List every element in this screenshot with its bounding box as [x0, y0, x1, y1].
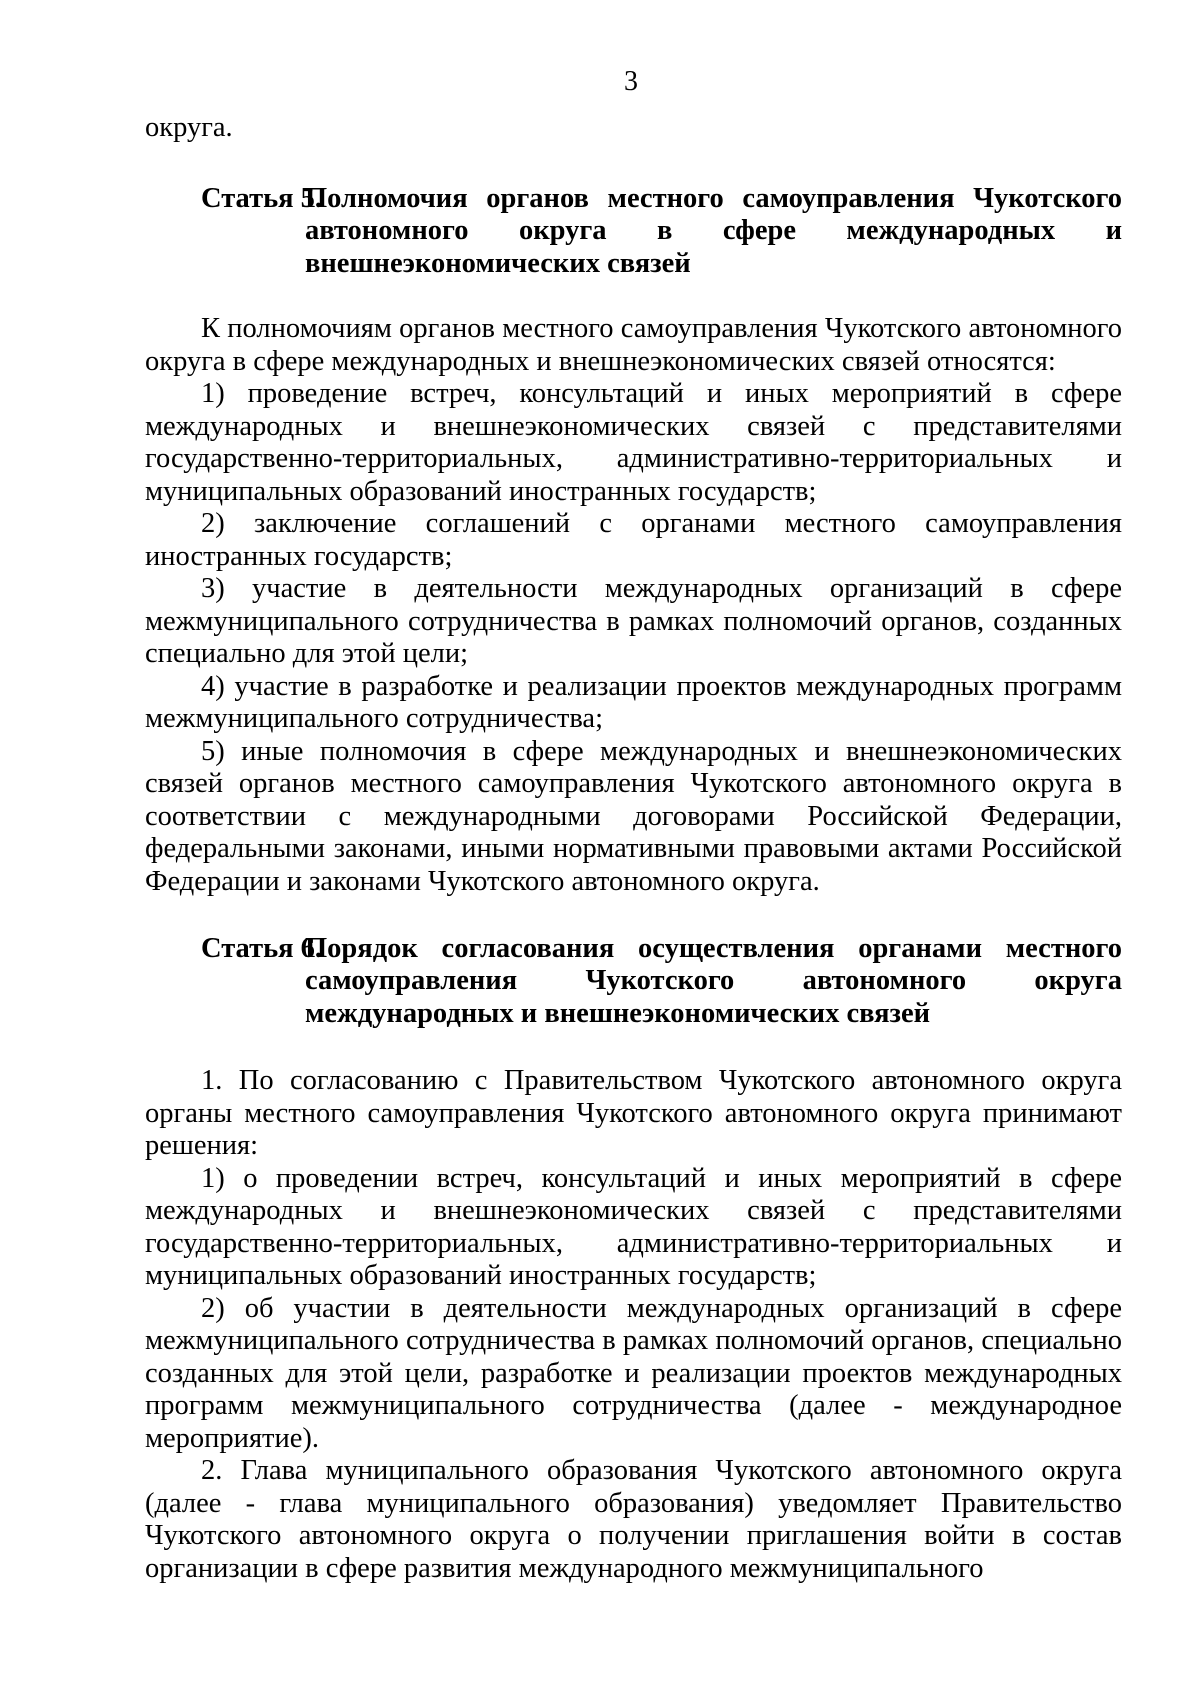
paragraph: 2. Глава муниципального образования Чукотского автономного округа (далее - глава муниципального образования) уведомляет Правительство Чукотского автономного округа о получении приглашения войти в состав организации в сфере развития международного межмуниципального	[145, 1455, 1122, 1584]
article-5-body	[145, 313, 1122, 898]
article-number: Статья 6.	[201, 933, 323, 964]
page-number: 3	[624, 66, 638, 97]
paragraph: 4) участие в разработке и реализации проектов международных программ межмуниципального сотрудничества;	[145, 670, 1122, 734]
paragraph: 1) о проведении встреч, консультаций и иных мероприятий в сфере международных и внешнеэкономических связей с представителями государственно-территориальных, административно-территориальных и муниципальных образований иностранных государств;	[145, 1162, 1122, 1291]
article-6-body	[145, 1065, 1122, 1585]
paragraph: 2) заключение соглашений с органами местного самоуправления иностранных государств;	[145, 508, 1122, 572]
article-title: Полномочия органов местного самоуправления Чукотского автономного округа в сфере международных и внешнеэкономических связей	[305, 183, 1122, 279]
paragraph: К полномочиям органов местного самоуправления Чукотского автономного округа в сфере международных и внешнеэкономических связей относятся:	[145, 313, 1122, 377]
paragraph: 2) об участии в деятельности международных организаций в сфере межмуниципального сотрудничества в рамках полномочий органов, специально созданных для этой цели, разработке и реализации проектов международных программ межмуниципального сотрудничества (далее - международное мероприятие).	[145, 1292, 1122, 1454]
article-title: Порядок согласования осуществления органами местного самоуправления Чукотского автономного округа международных и внешнеэкономических связей	[305, 933, 1122, 1029]
paragraph: 3) участие в деятельности международных организаций в сфере межмуниципального сотрудничества в рамках полномочий органов, созданных специально для этой цели;	[145, 573, 1122, 669]
carry-over-text: округа.	[145, 112, 233, 143]
paragraph: 5) иные полномочия в сфере международных и внешнеэкономических связей органов местного самоуправления Чукотского автономного округа в соответствии с международными договорами Российской Федерации, федеральными законами, иными нормативными правовыми актами Российской Федерации и законами Чукотского автономного округа.	[145, 735, 1122, 897]
paragraph: 1) проведение встреч, консультаций и иных мероприятий в сфере международных и внешнеэкономических связей с представителями государственно-территориальных, административно-территориальных и муниципальных образований иностранных государств;	[145, 378, 1122, 507]
article-6-heading	[145, 933, 1122, 1030]
paragraph: 1. По согласованию с Правительством Чукотского автономного округа органы местного самоуправления Чукотского автономного округа принимают решения:	[145, 1065, 1122, 1161]
article-number: Статья 5.	[201, 183, 323, 214]
article-5-heading	[145, 183, 1122, 280]
